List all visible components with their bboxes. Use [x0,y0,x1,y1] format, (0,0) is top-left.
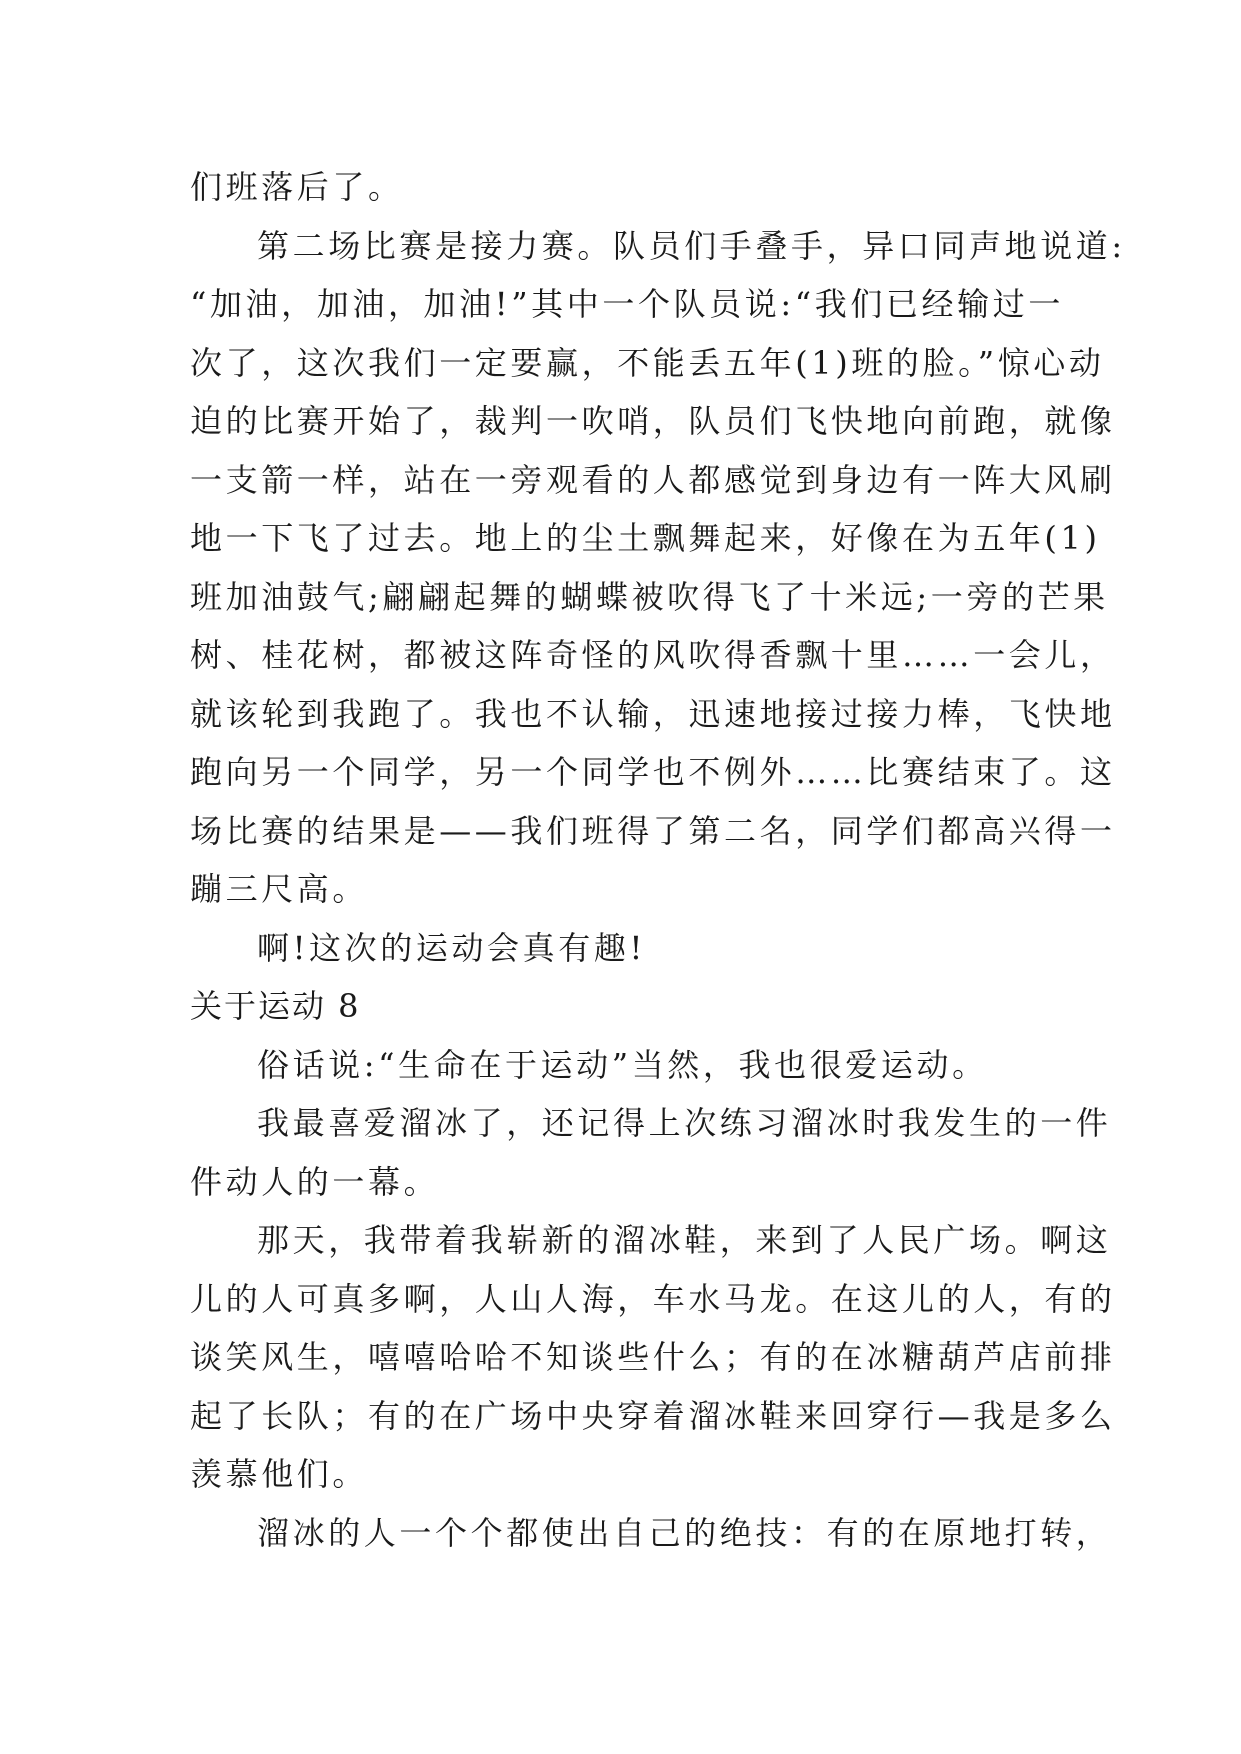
text-line: 一支箭一样，站在一旁观看的人都感觉到身边有一阵大风刷 [190,460,1116,499]
paragraph-start-line: 溜冰的人一个个都使出自己的绝技：有的在原地打转， [257,1513,1112,1552]
paragraph-start-line: 那天，我带着我崭新的溜冰鞋，来到了人民广场。啊这 [257,1221,1112,1259]
text-line: 儿的人可真多啊，人山人海，车水马龙。在这儿的人，有的 [190,1279,1116,1318]
text-line: 地一下飞了过去。地上的尘土飘舞起来，好像在为五年(1) [190,519,1101,557]
text-line: 迫的比赛开始了，裁判一吹哨，队员们飞快地向前跑，就像 [190,402,1116,440]
text-line: 件动人的一幕。 [190,1162,440,1201]
document-body [190,158,1126,1562]
paragraph-start-line: 啊!这次的运动会真有趣! [257,928,646,967]
text-line: 们班落后了。 [190,168,404,206]
text-line: 跑向另一个同学，另一个同学也不例外……比赛结束了。这 [190,753,1116,791]
text-line: 谈笑风生，嘻嘻哈哈不知谈些什么；有的在冰糖葫芦店前排 [190,1338,1116,1376]
section-heading: 关于运动 8 [190,987,361,1025]
text-line: “加油，加油，加油!”其中一个队员说:“我们已经输过一 [190,285,1064,323]
paragraph-start-line: 我最喜爱溜冰了，还记得上次练习溜冰时我发生的一件 [257,1104,1112,1142]
text-line: 班加油鼓气;翩翩起舞的蝴蝶被吹得飞了十米远;一旁的芒果 [190,577,1109,616]
paragraph-start-line: 俗话说:“生命在于运动”当然，我也很爱运动。 [257,1045,988,1084]
text-line: 次了，这次我们一定要赢，不能丢五年(1)班的脸。”惊心动 [190,343,1105,382]
text-line: 起了长队；有的在广场中央穿着溜冰鞋来回穿行—我是多么 [190,1396,1116,1435]
text-line: 蹦三尺高。 [190,870,369,908]
paragraph-start-line: 第二场比赛是接力赛。队员们手叠手，异口同声地说道: [257,226,1126,265]
text-line: 羡慕他们。 [190,1455,369,1493]
text-line: 树、桂花树，都被这阵奇怪的风吹得香飘十里……一会儿， [190,636,1116,674]
text-line: 就该轮到我跑了。我也不认输，迅速地接过接力棒，飞快地 [190,694,1116,733]
text-line: 场比赛的结果是——我们班得了第二名，同学们都高兴得一 [190,811,1116,850]
